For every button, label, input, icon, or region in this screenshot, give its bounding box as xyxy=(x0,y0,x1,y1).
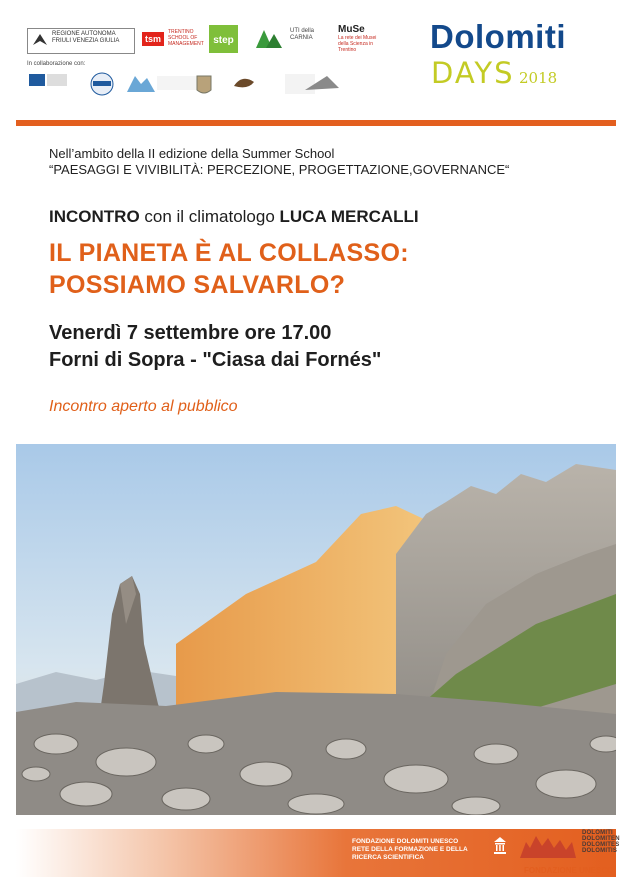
peaks-graphic xyxy=(520,832,576,858)
mountain-landscape xyxy=(16,444,616,815)
dolomiti-brand-title: Dolomiti xyxy=(430,18,566,55)
fond-line-2: RETE DELLA FORMAZIONE E DELLA xyxy=(352,846,468,853)
regione-fvg-text: REGIONE AUTONOMA FRIULI VENEZIA GIULIA xyxy=(52,31,120,44)
incontro-text: con il climatologo xyxy=(139,207,280,226)
headline-line-1: IL PIANETA È AL COLLASSO: xyxy=(49,239,409,267)
headline-line-2: POSSIAMO SALVARLO? xyxy=(49,271,346,299)
incontro-label: INCONTRO xyxy=(49,207,140,226)
unesco-emblem xyxy=(493,836,507,858)
fond-line-3: RICERCA SCIENTIFICA xyxy=(352,854,424,861)
fondazione-text xyxy=(352,838,492,862)
event-place: Forni di Sopra - "Ciasa dai Fornés" xyxy=(49,349,382,371)
top-divider xyxy=(16,120,616,126)
unesco-icon xyxy=(493,836,507,858)
regione-fvg-logo xyxy=(27,28,135,54)
uti-carnia-text: UTI della CARNIA xyxy=(290,28,315,41)
muse-mark: MuSe xyxy=(338,24,365,35)
partner-logos xyxy=(27,70,347,100)
dol-line-4: DOLOMITIS xyxy=(582,848,618,854)
mountain-photo xyxy=(16,444,616,815)
collab-label: In collaborazione con: xyxy=(27,61,86,67)
step-logo xyxy=(209,25,238,53)
dolomiti-days-logo xyxy=(431,56,557,90)
dolomiti-peaks-icon xyxy=(520,832,576,858)
tsm-mark: tsm xyxy=(142,32,164,46)
year-text: 2018 xyxy=(518,69,558,87)
uti-carnia-logo xyxy=(254,26,324,52)
intro-line-2: “PAESAGGI E VIVIBILITÀ: PERCEZIONE, PROGETTAZIONE,GOVERNANCE“ xyxy=(49,162,510,177)
event-date: Venerdì 7 settembre ore 17.00 xyxy=(49,322,332,344)
partner-logos-graphic xyxy=(27,70,347,100)
trees-icon xyxy=(254,26,284,50)
speaker-name: LUCA MERCALLI xyxy=(279,207,419,226)
fondazione-unesco-label: FONDAZIONE UNESCO xyxy=(524,866,614,875)
dol-line-2: DOLOMITEN xyxy=(582,836,620,842)
eagle-icon xyxy=(31,31,49,49)
days-text: DAYS xyxy=(431,56,515,90)
muse-logo xyxy=(338,24,388,52)
intro-block xyxy=(49,146,609,178)
date-place xyxy=(49,320,609,374)
intro-line-1: Nell’ambito della II edizione della Summer School xyxy=(49,146,335,161)
open-to-public: Incontro aperto al pubblico xyxy=(49,398,238,415)
incontro-line xyxy=(49,207,609,227)
headline xyxy=(49,237,609,301)
tsm-logo xyxy=(142,29,202,51)
step-text: step xyxy=(213,35,234,46)
dol-line-1: DOLOMITI xyxy=(582,830,613,836)
muse-subtitle: La rete dei Musei della Scienza in Trentino xyxy=(338,35,377,53)
tsm-subtitle: TRENTINO SCHOOL OF MANAGEMENT xyxy=(168,29,204,47)
fond-line-1: FONDAZIONE DOLOMITI UNESCO xyxy=(352,838,459,845)
dol-line-3: DOLOMITES xyxy=(582,842,620,848)
dolomiti-multilang xyxy=(582,830,626,854)
